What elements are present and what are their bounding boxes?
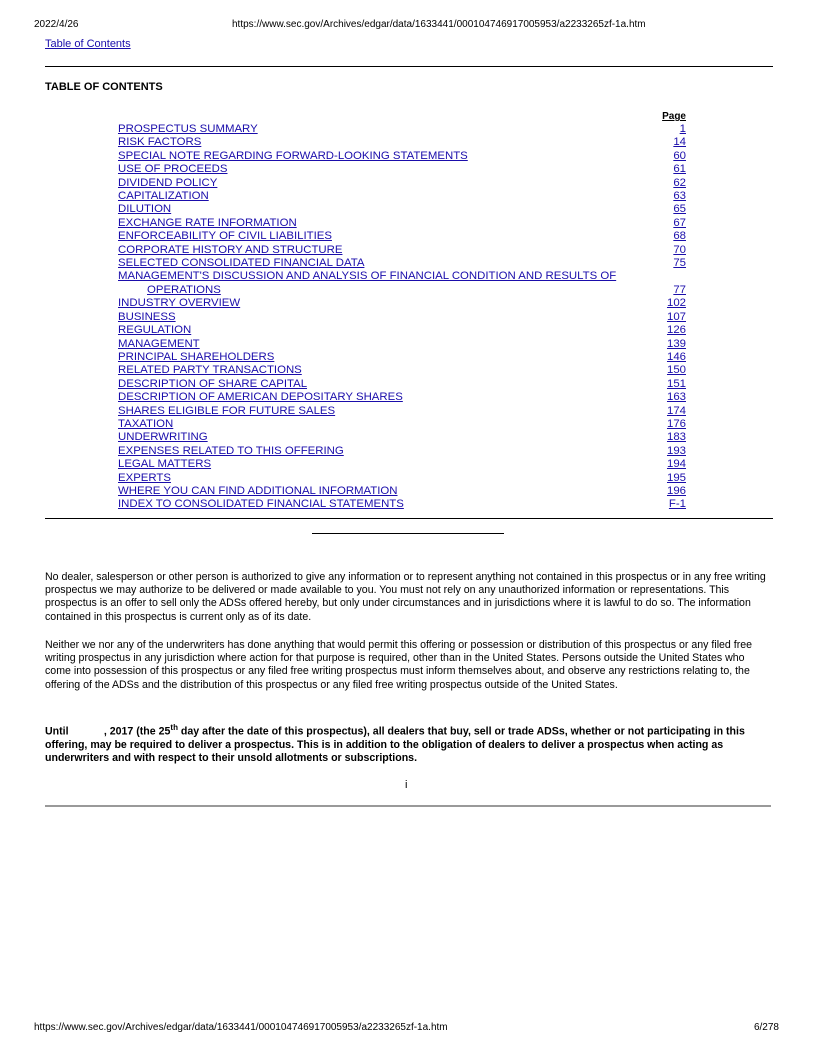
toc-entry[interactable] — [118, 391, 686, 404]
toc-entry-title[interactable]: EXPENSES RELATED TO THIS OFFERING — [118, 444, 344, 457]
toc-entry-page[interactable]: 63 — [673, 190, 686, 203]
toc-entry[interactable] — [118, 163, 686, 176]
toc-entry[interactable] — [118, 324, 686, 337]
toc-entry[interactable] — [118, 203, 686, 216]
toc-entry-title[interactable]: SHARES ELIGIBLE FOR FUTURE SALES — [118, 404, 336, 417]
toc-entry-page[interactable]: 146 — [666, 350, 686, 363]
toc-entry-title[interactable]: CORPORATE HISTORY AND STRUCTURE — [118, 243, 343, 256]
notice-text-end: day after the date of this prospectus), all dealers that buy, sell or trade ADSs, whether or not participating in this offering, may be required to deliver a prospectus. This is in addition to the obligation of dealers to deliver a prospectus when acting as underwriters and with respect to their unsold allotments or subscriptions. — [45, 725, 745, 764]
toc-entry[interactable] — [118, 458, 686, 471]
toc-entry[interactable] — [118, 485, 686, 498]
toc-entry-title[interactable]: INDUSTRY OVERVIEW — [118, 297, 241, 310]
toc-entry-title[interactable]: WHERE YOU CAN FIND ADDITIONAL INFORMATION — [118, 484, 398, 497]
notice-text-start: Until , 2017 (the 25 — [45, 725, 171, 738]
toc-entry[interactable] — [118, 498, 686, 511]
toc-entry-title[interactable]: INDEX TO CONSOLIDATED FINANCIAL STATEMENTS — [118, 498, 404, 511]
toc-entry-page[interactable]: 1 — [679, 123, 686, 135]
toc-entry[interactable] — [118, 136, 686, 149]
footer-url: https://www.sec.gov/Archives/edgar/data/1633441/000104746917005953/a2233265zf-1a.htm — [34, 1022, 448, 1033]
toc-entry-title[interactable]: RISK FACTORS — [118, 136, 202, 149]
toc-entry-page[interactable]: 194 — [666, 458, 686, 471]
toc-entry[interactable] — [118, 364, 686, 377]
page-column-header: Page — [662, 111, 686, 122]
toc-entry-page[interactable]: F-1 — [668, 498, 686, 511]
toc-entry[interactable] — [118, 177, 686, 190]
toc-entry[interactable] — [118, 472, 686, 485]
toc-entry-page[interactable]: 150 — [666, 364, 686, 377]
table-of-contents-link[interactable]: Table of Contents — [45, 38, 131, 50]
toc-entry[interactable] — [118, 257, 686, 270]
toc-entry-page[interactable]: 68 — [673, 230, 686, 243]
toc-entry-continuation-line — [118, 284, 686, 297]
toc-entry-page[interactable]: 176 — [666, 417, 686, 430]
toc-entry-page[interactable]: 174 — [666, 404, 686, 417]
toc-entry-title[interactable]: BUSINESS — [118, 310, 176, 323]
toc-entry-title[interactable]: LEGAL MATTERS — [118, 458, 212, 471]
toc-entry-page[interactable]: 61 — [673, 163, 686, 176]
toc-entry-title[interactable]: EXCHANGE RATE INFORMATION — [118, 216, 297, 229]
toc-list — [118, 123, 686, 512]
top-divider — [45, 66, 773, 67]
notice-superscript: th — [170, 723, 178, 732]
toc-entry-page[interactable]: 60 — [673, 149, 686, 162]
toc-entry-page[interactable]: 193 — [666, 444, 686, 457]
toc-entry-page[interactable]: 102 — [666, 297, 686, 310]
toc-entry-title[interactable]: MANAGEMENT'S DISCUSSION AND ANALYSIS OF FINANCIAL CONDITION AND RESULTS OF — [118, 270, 617, 283]
toc-entry-page[interactable]: 67 — [673, 216, 686, 229]
toc-entry-title[interactable]: SPECIAL NOTE REGARDING FORWARD-LOOKING STATEMENTS — [118, 149, 468, 162]
toc-entry[interactable] — [118, 351, 686, 364]
toc-entry-page[interactable]: 75 — [673, 257, 686, 270]
toc-entry-title-continuation[interactable]: OPERATIONS — [147, 283, 221, 296]
print-url: https://www.sec.gov/Archives/edgar/data/1633441/000104746917005953/a2233265zf-1a.htm — [232, 19, 646, 30]
toc-entry-page[interactable]: 151 — [666, 377, 686, 390]
toc-entry-page[interactable]: 196 — [666, 484, 686, 497]
toc-entry[interactable] — [118, 217, 686, 230]
toc-entry-title[interactable]: EXPERTS — [118, 471, 171, 484]
disclaimer-paragraph-2: Neither we nor any of the underwriters has done anything that would permit this offering or possession or distribution of this prospectus or any filed free writing prospectus in any jurisdiction where action for that purpose is required, other than in the United States. Persons outside the United States who come into possession of this prospectus or any filed free writing prospectus must inform themselves about, and observe any restrictions relating to, the offering of the ADSs and the distribution of this prospectus or any filed free writing prospectus outside of the United States. — [45, 639, 753, 691]
toc-bottom-divider — [45, 518, 773, 519]
toc-entry-page[interactable]: 70 — [673, 243, 686, 256]
toc-entry-title[interactable]: UNDERWRITING — [118, 431, 208, 444]
toc-entry-title[interactable]: RELATED PARTY TRANSACTIONS — [118, 364, 302, 377]
toc-heading: TABLE OF CONTENTS — [45, 81, 163, 93]
toc-entry-title[interactable]: PROSPECTUS SUMMARY — [118, 123, 258, 135]
toc-entry-title[interactable]: DIVIDEND POLICY — [118, 176, 218, 189]
toc-entry[interactable] — [118, 190, 686, 203]
toc-entry-title[interactable]: DESCRIPTION OF AMERICAN DEPOSITARY SHARES — [118, 391, 403, 404]
toc-entry[interactable] — [118, 418, 686, 431]
toc-entry-page[interactable]: 62 — [673, 176, 686, 189]
toc-entry[interactable] — [118, 123, 686, 136]
toc-entry[interactable] — [118, 150, 686, 163]
toc-entry[interactable] — [118, 378, 686, 391]
toc-entry-title[interactable]: MANAGEMENT — [118, 337, 200, 350]
page-number: i — [405, 779, 408, 791]
toc-entry-title[interactable]: DILUTION — [118, 203, 172, 216]
toc-entry[interactable] — [118, 270, 686, 297]
toc-entry[interactable] — [118, 244, 686, 257]
disclaimer-paragraph-1: No dealer, salesperson or other person is authorized to give any information or to represent anything not contained in this prospectus or in any free writing prospectus we may authorize to be delivered or made available to you. You must not rely on any unauthorized information or representations. This prospectus is an offer to sell only the ADSs offered hereby, but only under circumstances and in jurisdictions where it is lawful to do so. The information contained in this prospectus is current only as of its date. — [45, 571, 766, 623]
toc-entry[interactable] — [118, 405, 686, 418]
toc-entry-page[interactable]: 77 — [673, 283, 686, 296]
toc-entry-title[interactable]: CAPITALIZATION — [118, 190, 209, 203]
print-date: 2022/4/26 — [34, 19, 79, 30]
toc-entry-title[interactable]: DESCRIPTION OF SHARE CAPITAL — [118, 377, 308, 390]
toc-entry-title[interactable]: ENFORCEABILITY OF CIVIL LIABILITIES — [118, 230, 332, 243]
toc-entry[interactable] — [118, 297, 686, 310]
toc-entry-title[interactable]: SELECTED CONSOLIDATED FINANCIAL DATA — [118, 257, 365, 270]
toc-entry-page[interactable]: 65 — [673, 203, 686, 216]
toc-entry-title[interactable]: USE OF PROCEEDS — [118, 163, 228, 176]
toc-entry-page[interactable]: 14 — [673, 136, 686, 149]
toc-entry[interactable] — [118, 311, 686, 324]
toc-entry-title[interactable]: REGULATION — [118, 324, 192, 337]
toc-entry[interactable] — [118, 445, 686, 458]
toc-entry[interactable] — [118, 431, 686, 444]
short-divider — [312, 533, 504, 534]
toc-entry-page[interactable]: 139 — [666, 337, 686, 350]
toc-entry-title[interactable]: PRINCIPAL SHAREHOLDERS — [118, 350, 275, 363]
toc-entry-page[interactable]: 107 — [666, 310, 686, 323]
toc-entry-page[interactable]: 195 — [666, 471, 686, 484]
toc-entry-page[interactable]: 183 — [666, 431, 686, 444]
toc-entry-title[interactable]: TAXATION — [118, 417, 174, 430]
toc-entry-page[interactable]: 126 — [666, 324, 686, 337]
toc-entry-page[interactable]: 163 — [666, 391, 686, 404]
toc-entry[interactable] — [118, 338, 686, 351]
toc-entry[interactable] — [118, 230, 686, 243]
dealer-delivery-notice — [45, 721, 771, 765]
footer-page-count: 6/278 — [753, 1022, 779, 1033]
page-end-divider — [45, 805, 771, 807]
